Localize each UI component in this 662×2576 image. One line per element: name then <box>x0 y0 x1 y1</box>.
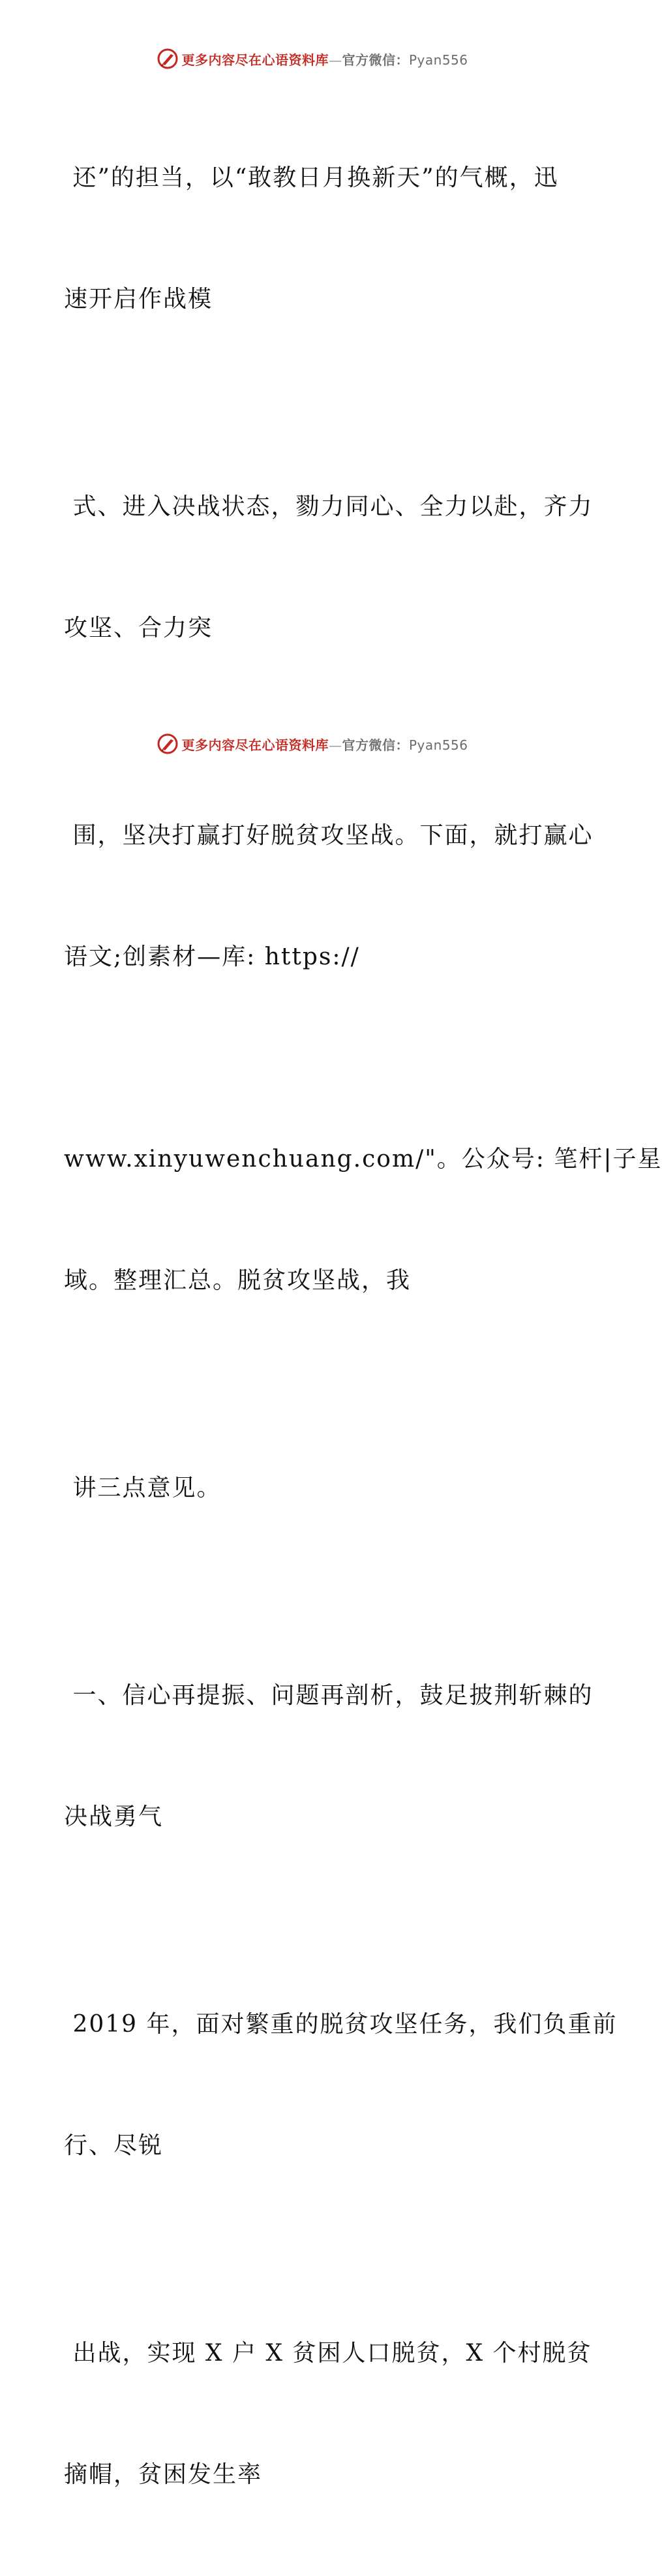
paragraph-line: 行、尽锐 <box>64 2132 164 2159</box>
footer-banner <box>0 729 620 758</box>
paragraph-6 <box>64 1595 594 1918</box>
header-site-name: 更多内容尽在心语资料库 <box>181 52 329 68</box>
header-separator: — <box>328 52 342 68</box>
paragraph-5 <box>64 1387 560 1589</box>
paragraph-line: 速开启作战模 <box>64 286 213 313</box>
paragraph-7 <box>64 1924 618 2247</box>
header-text <box>181 50 468 69</box>
quill-logo-icon <box>157 733 179 755</box>
footer-separator: — <box>328 737 342 753</box>
document-body <box>64 77 662 2576</box>
footer-text <box>181 735 468 754</box>
header-banner-inner <box>157 48 468 70</box>
paragraph-line: 攻坚、合力突 <box>64 615 213 641</box>
paragraph-line: 一、信心再提振、问题再剖析，鼓足披荆斩棘的 <box>64 1682 594 1709</box>
paragraph-line: 语文;创素材—库: https:// <box>64 943 360 970</box>
paragraph-line: 决战勇气 <box>64 1803 164 1830</box>
paragraph-line: 出战，实现 X 户 X 贫困人口脱贫，X 个村脱贫 <box>64 2340 592 2367</box>
paragraph-8 <box>64 2252 592 2576</box>
paragraph-line: 还”的担当，以“敢教日月换新天”的气概，迅 <box>64 164 559 191</box>
quill-logo-icon <box>157 48 179 70</box>
paragraph-1 <box>64 77 560 401</box>
paragraph-2 <box>64 406 594 729</box>
paragraph-line: 式、进入决战状态，勠力同心、全力以赴，齐力 <box>64 493 594 520</box>
paragraph-line: 围，坚决打赢打好脱贫攻坚战。下面，就打赢心 <box>64 822 594 849</box>
paragraph-line: 域。整理汇总。脱贫攻坚战，我 <box>64 1267 412 1294</box>
footer-site-name: 更多内容尽在心语资料库 <box>181 737 329 753</box>
paragraph-4 <box>64 1058 662 1382</box>
paragraph-line: www.xinyuwenchuang.com/"。公众号: 笔杆|子星 <box>64 1146 662 1173</box>
footer-wechat-id: Pyan556 <box>408 737 468 753</box>
header-wechat-id: Pyan556 <box>408 52 468 68</box>
header-banner <box>0 44 620 73</box>
footer-banner-inner <box>157 733 468 755</box>
paragraph-line: 讲三点意见。 <box>64 1475 222 1501</box>
header-wechat-label: 官方微信： <box>342 52 409 68</box>
paragraph-line: 摘帽，贫困发生率 <box>64 2461 263 2488</box>
paragraph-line: 2019 年，面对繁重的脱贫攻坚任务，我们负重前 <box>64 2011 618 2038</box>
footer-wechat-label: 官方微信： <box>342 737 409 753</box>
paragraph-3 <box>64 735 594 1058</box>
